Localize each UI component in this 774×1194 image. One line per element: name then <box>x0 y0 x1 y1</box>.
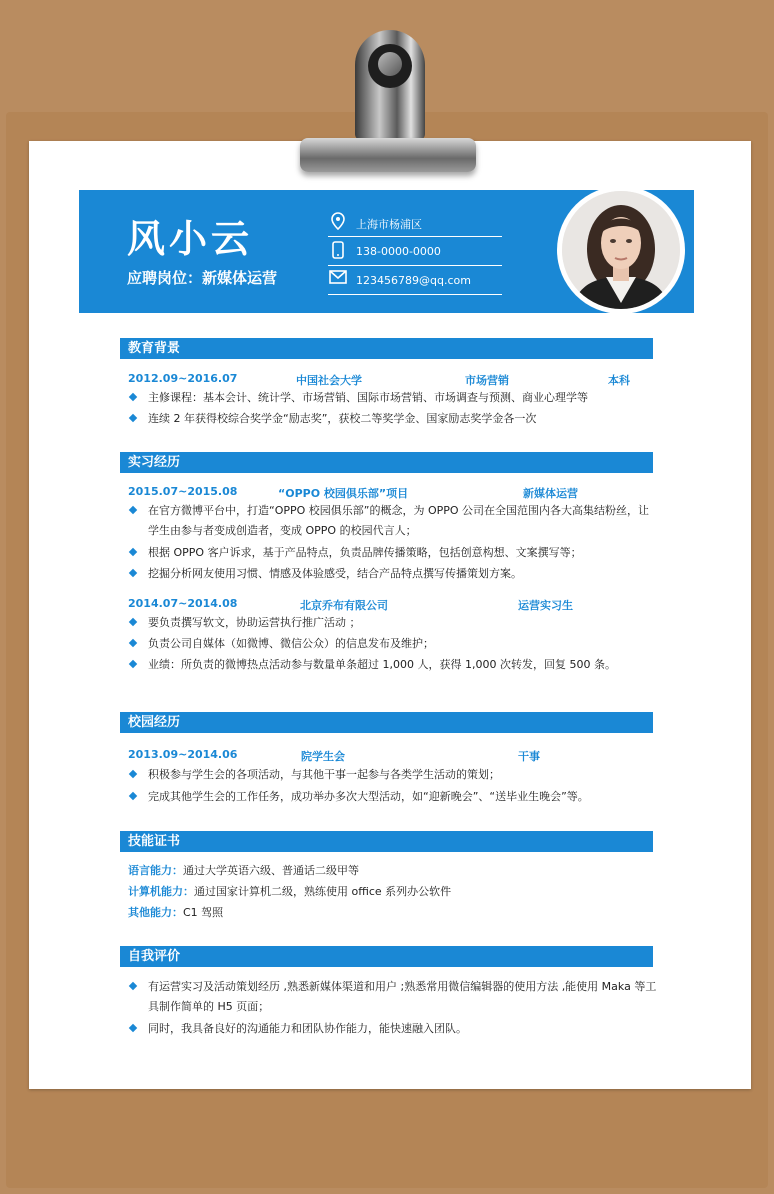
list-item: 负责公司自媒体（如微博、微信公众）的信息发布及维护； <box>128 634 658 654</box>
section-self-eval-title: 自我评价 <box>120 946 653 967</box>
list-item: 要负责撰写软文，协助运营执行推广活动 ； <box>128 613 658 633</box>
list-item: 同时，我具备良好的沟通能力和团队协作能力，能快速融入团队。 <box>128 1019 658 1039</box>
section-campus-title: 校园经历 <box>120 712 653 733</box>
list-item: 业绩：所负责的微博热点活动参与数量单条超过 1,000 人，获得 1,000 次转发，回复 500 条。 <box>128 655 658 675</box>
address-text: 上海市杨浦区 <box>356 218 422 231</box>
internship-2-date: 2014.07~2014.08 <box>128 597 238 610</box>
email-text: 123456789@qq.com <box>356 274 471 287</box>
list-item: 根据 OPPO 客户诉求，基于产品特点，负责品牌传播策略，包括创意构想、文案撰写等； <box>128 543 658 563</box>
applicant-name: 风小云 <box>127 217 254 261</box>
binder-clip-base <box>300 138 476 172</box>
internship-2-org: 北京乔布有限公司 <box>300 599 388 612</box>
location-icon <box>328 212 348 230</box>
phone-text: 138-0000-0000 <box>356 245 441 258</box>
section-skills-title: 技能证书 <box>120 831 653 852</box>
internship-1-role: 新媒体运营 <box>523 487 578 500</box>
contact-email[interactable] <box>328 268 502 295</box>
list-item: 连续 2 年获得校综合奖学金“励志奖”，获校二等奖学金、国家励志奖学金各一次 <box>128 409 658 429</box>
job-title: 应聘岗位：新媒体运营 <box>127 269 278 287</box>
campus-role: 干事 <box>518 750 540 763</box>
education-school: 中国社会大学 <box>296 374 362 387</box>
education-degree: 本科 <box>608 374 630 387</box>
internship-2-role: 运营实习生 <box>518 599 573 612</box>
profile-photo <box>562 191 680 309</box>
internship-1-date: 2015.07~2015.08 <box>128 485 238 498</box>
contact-phone <box>328 239 502 266</box>
education-date: 2012.09~2016.07 <box>128 372 238 385</box>
skill-computer: 计算机能力：通过国家计算机二级，熟练使用 office 系列办公软件 <box>128 885 452 898</box>
list-item: 主修课程：基本会计、统计学、市场营销、国际市场营销、市场调查与预测、商业心理学等 <box>128 388 658 408</box>
internship-1-org: “OPPO 校园俱乐部”项目 <box>278 487 409 500</box>
skill-other: 其他能力：C1 驾照 <box>128 906 224 919</box>
binder-clip-rivet <box>378 52 402 76</box>
education-major: 市场营销 <box>465 374 509 387</box>
list-item: 积极参与学生会的各项活动，与其他干事一起参与各类学生活动的策划； <box>128 765 658 785</box>
campus-date: 2013.09~2014.06 <box>128 748 238 761</box>
list-item: 挖掘分析网友使用习惯、情感及体验感受，结合产品特点撰写传播策划方案。 <box>128 564 658 584</box>
phone-icon <box>328 241 348 259</box>
contact-address <box>328 210 502 237</box>
resume-header <box>79 190 694 313</box>
skill-language: 语言能力：通过大学英语六级、普通话二级甲等 <box>128 864 359 877</box>
section-education-title: 教育背景 <box>120 338 653 359</box>
mail-icon <box>328 270 348 288</box>
campus-org: 院学生会 <box>301 750 345 763</box>
avatar <box>557 186 685 314</box>
list-item: 在官方微博平台中，打造“OPPO 校园俱乐部”的概念，为 OPPO 公司在全国范围内各大高集结粉丝，让学生由参与者变成创造者，变成 OPPO 的校园代言人； <box>128 501 658 541</box>
section-internship-title: 实习经历 <box>120 452 653 473</box>
list-item: 有运营实习及活动策划经历 ,熟悉新媒体渠道和用户 ;熟悉常用微信编辑器的使用方法 ,能使用 Maka 等工具制作简单的 H5 页面； <box>128 977 658 1017</box>
list-item: 完成其他学生会的工作任务，成功举办多次大型活动，如“迎新晚会”、“送毕业生晚会”等。 <box>128 787 658 807</box>
